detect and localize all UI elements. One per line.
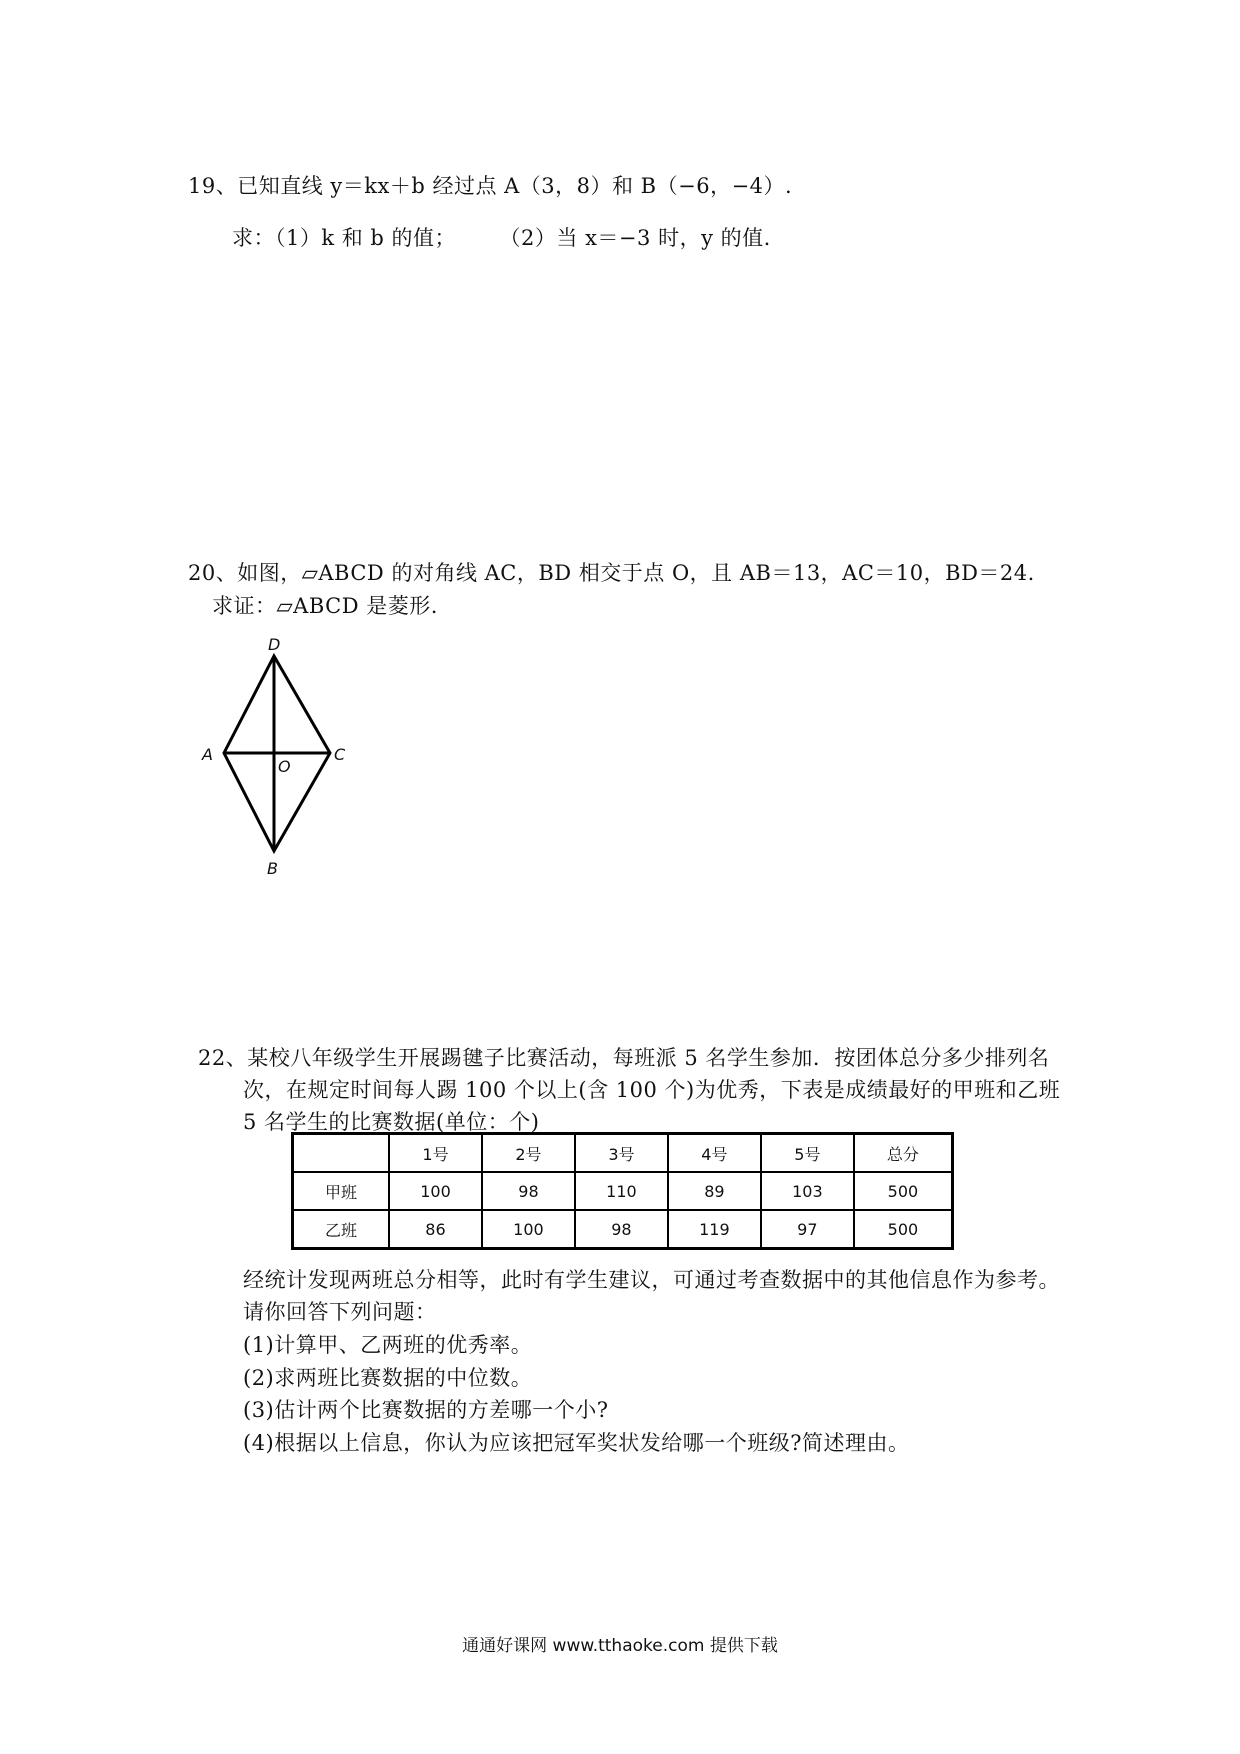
table-cell: 4号	[668, 1134, 761, 1173]
label-a: A	[202, 745, 213, 764]
table-cell: 总分	[854, 1134, 953, 1173]
q22-line3: 5 名学生的比赛数据(单位：个)	[243, 1110, 540, 1134]
table-cell: 100	[482, 1210, 575, 1249]
label-d: D	[268, 635, 281, 654]
table-cell: 3号	[575, 1134, 668, 1173]
label-c: C	[334, 745, 346, 764]
table-cell: 97	[761, 1210, 854, 1249]
q22-item-2: (2)求两班比赛数据的中位数。	[243, 1366, 533, 1390]
table-cell: 110	[575, 1172, 668, 1210]
table-cell	[293, 1134, 390, 1173]
table-cell: 98	[482, 1172, 575, 1210]
table-cell: 1号	[389, 1134, 482, 1173]
table-cell: 甲班	[293, 1172, 390, 1210]
label-o: O	[278, 757, 291, 776]
table-cell: 5号	[761, 1134, 854, 1173]
table-cell: 500	[854, 1210, 953, 1249]
q22-after1: 经统计发现两班总分相等，此时有学生建议，可通过考查数据中的其他信息作为参考。	[243, 1268, 1060, 1292]
q22-after2: 请你回答下列问题：	[243, 1300, 437, 1324]
table-cell: 100	[389, 1172, 482, 1210]
label-b: B	[267, 859, 278, 878]
table-cell: 2号	[482, 1134, 575, 1173]
footer-text: 通通好课网 www.tthaoke.com 提供下载	[462, 1636, 778, 1656]
table-header-row	[293, 1134, 953, 1173]
q19-line2: 求：（1）k 和 b 的值； （2）当 x＝−3 时，y 的值.	[232, 226, 771, 250]
table-cell: 86	[389, 1210, 482, 1249]
q22-line2: 次，在规定时间每人踢 100 个以上(含 100 个)为优秀，下表是成绩最好的甲班和乙班	[243, 1078, 1061, 1102]
score-table	[291, 1132, 954, 1250]
table-row	[293, 1172, 953, 1210]
q22-item-3: (3)估计两个比赛数据的方差哪一个小?	[243, 1398, 609, 1422]
q22-item-4: (4)根据以上信息，你认为应该把冠军奖状发给哪一个班级?简述理由。	[243, 1431, 910, 1455]
table-row	[293, 1210, 953, 1249]
q22-line1: 22、某校八年级学生开展踢毽子比赛活动，每班派 5 名学生参加．按团体总分多少排列名	[198, 1046, 1050, 1070]
table-cell: 98	[575, 1210, 668, 1249]
table-cell: 119	[668, 1210, 761, 1249]
q22-item-1: (1)计算甲、乙两班的优秀率。	[243, 1333, 533, 1357]
q20-line2: 求证：▱ABCD 是菱形.	[212, 594, 438, 618]
table-cell: 500	[854, 1172, 953, 1210]
q20-line1: 20、如图，▱ABCD 的对角线 AC，BD 相交于点 O，且 AB＝13，AC＝10，BD＝24.	[188, 561, 1035, 585]
table-cell: 乙班	[293, 1210, 390, 1249]
table-cell: 89	[668, 1172, 761, 1210]
q19-line1: 19、已知直线 y＝kx＋b 经过点 A（3，8）和 B（−6，−4）.	[188, 174, 793, 198]
rhombus-diagram	[198, 635, 348, 883]
table-cell: 103	[761, 1172, 854, 1210]
